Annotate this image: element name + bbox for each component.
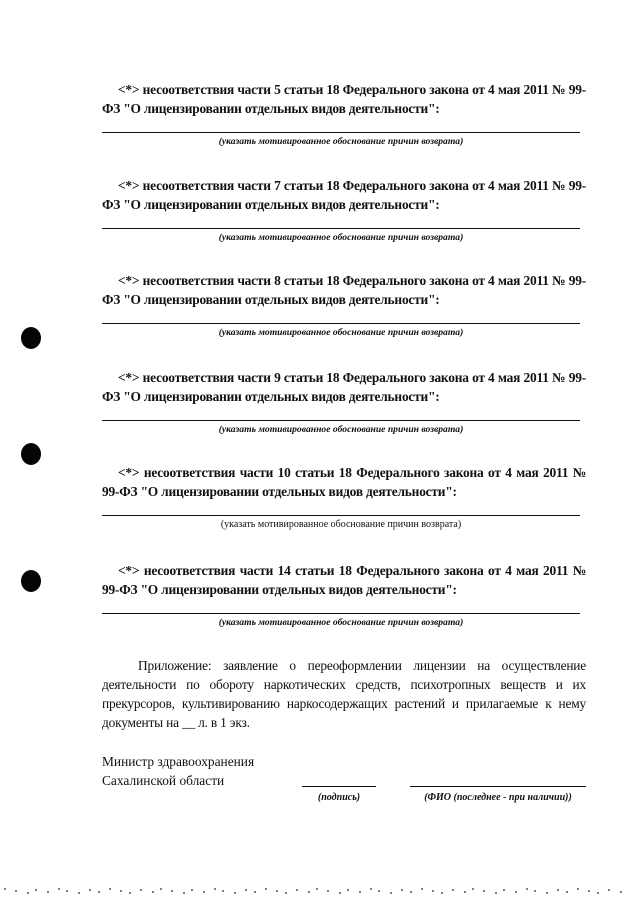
clause-text: <*> несоответствия части 5 статьи 18 Федерального закона от 4 мая 2011 № 99-ФЗ "О лицензировании отдельных видов деятельности": xyxy=(102,82,586,116)
scan-dot xyxy=(47,891,49,893)
name-caption: (ФИО (последнее - при наличии)) xyxy=(424,792,572,803)
fill-in-line xyxy=(102,613,580,614)
scan-artifact-strip xyxy=(0,888,634,896)
appendix-text: Приложение: заявление о переоформлении лицензии на осуществление деятельности по обороту наркотических средств, психотропных веществ и их прекурсоров, культивированию наркосодержащих растений и прилагаемые к нему документы на __ л. в 1 экз. xyxy=(102,658,586,730)
scan-dot xyxy=(276,890,278,892)
scan-dot xyxy=(620,891,622,893)
clause-block-part-14 xyxy=(102,561,586,628)
scan-dot xyxy=(370,888,372,890)
scan-dot xyxy=(214,888,216,890)
scan-dot xyxy=(285,892,287,894)
scan-dot xyxy=(296,889,298,891)
scan-dot xyxy=(66,890,68,892)
signature-caption: (подпись) xyxy=(317,792,361,803)
clause-block-part-7 xyxy=(102,176,586,243)
field-caption: (указать мотивированное обоснование причин возврата) xyxy=(218,232,464,243)
scan-dot xyxy=(254,891,256,893)
scan-dot xyxy=(27,892,29,894)
scan-dot xyxy=(483,890,485,892)
fill-in-line xyxy=(102,228,580,229)
clause-block-part-8 xyxy=(102,271,586,338)
field-caption: (указать мотивированное обоснование причин возврата) xyxy=(220,519,462,530)
field-caption: (указать мотивированное обоснование причин возврата) xyxy=(218,424,464,435)
fill-in-line xyxy=(102,420,580,421)
scan-dot xyxy=(597,892,599,894)
scan-dot xyxy=(588,890,590,892)
scan-dot xyxy=(472,888,474,890)
field-caption: (указать мотивированное обоснование причин возврата) xyxy=(218,617,464,628)
scan-dot xyxy=(35,889,37,891)
scan-dot xyxy=(577,888,579,890)
scan-dot xyxy=(421,888,423,890)
scan-dot xyxy=(109,888,111,890)
scan-dot xyxy=(171,890,173,892)
scan-dot xyxy=(160,888,162,890)
scan-dot xyxy=(120,890,122,892)
scan-dot xyxy=(401,889,403,891)
field-caption: (указать мотивированное обоснование причин возврата) xyxy=(218,136,464,147)
scan-dot xyxy=(183,892,185,894)
fill-in-line xyxy=(102,132,580,133)
clause-text: <*> несоответствия части 14 статьи 18 Федерального закона от 4 мая 2011 № 99-ФЗ "О лицензировании отдельных видов деятельности": xyxy=(102,563,586,597)
scan-dot xyxy=(129,892,131,894)
scan-dot xyxy=(152,891,154,893)
scan-dot xyxy=(534,890,536,892)
scan-dot xyxy=(316,888,318,890)
scan-dot xyxy=(308,891,310,893)
scan-dot xyxy=(347,889,349,891)
scan-dot xyxy=(452,889,454,891)
fill-in-line xyxy=(102,515,580,516)
signer-region: Сахалинской области xyxy=(102,773,225,788)
scan-dot xyxy=(441,892,443,894)
signer-position: Министр здравоохранения xyxy=(102,754,255,769)
scan-dot xyxy=(526,888,528,890)
clause-text: <*> несоответствия части 9 статьи 18 Федерального закона от 4 мая 2011 № 99-ФЗ "О лицензировании отдельных видов деятельности": xyxy=(102,370,586,404)
scan-dot xyxy=(557,889,559,891)
clause-block-part-9 xyxy=(102,368,586,435)
scan-dot xyxy=(58,888,60,890)
scan-dot xyxy=(265,888,267,890)
scan-dot xyxy=(566,891,568,893)
scan-dot xyxy=(608,889,610,891)
scan-dot xyxy=(222,890,224,892)
scan-dot xyxy=(191,889,193,891)
scan-dot xyxy=(4,888,6,890)
scan-dot xyxy=(245,889,247,891)
scan-dot xyxy=(359,891,361,893)
scan-dot xyxy=(546,892,548,894)
punch-hole-icon xyxy=(21,570,41,592)
scan-dot xyxy=(464,891,466,893)
signer-title xyxy=(102,752,254,790)
scan-dot xyxy=(495,892,497,894)
clause-block-part-10 xyxy=(102,463,586,530)
clause-text: <*> несоответствия части 7 статьи 18 Федерального закона от 4 мая 2011 № 99-ФЗ "О лицензировании отдельных видов деятельности": xyxy=(102,178,586,212)
scan-dot xyxy=(203,891,205,893)
scan-dot xyxy=(234,892,236,894)
scan-dot xyxy=(503,889,505,891)
field-caption: (указать мотивированное обоснование причин возврата) xyxy=(218,327,464,338)
clause-block-part-5 xyxy=(102,80,586,147)
clause-text: <*> несоответствия части 8 статьи 18 Федерального закона от 4 мая 2011 № 99-ФЗ "О лицензировании отдельных видов деятельности": xyxy=(102,273,586,307)
scan-dot xyxy=(98,891,100,893)
name-line xyxy=(410,786,586,787)
scan-dot xyxy=(140,889,142,891)
scan-dot xyxy=(339,892,341,894)
scan-dot xyxy=(432,890,434,892)
clause-text: <*> несоответствия части 10 статьи 18 Федерального закона от 4 мая 2011 № 99-ФЗ "О лицензировании отдельных видов деятельности": xyxy=(102,465,586,499)
scan-dot xyxy=(327,890,329,892)
fill-in-line xyxy=(102,323,580,324)
scan-dot xyxy=(89,889,91,891)
scan-dot xyxy=(15,890,17,892)
scan-dot xyxy=(515,891,517,893)
signature-line xyxy=(302,786,376,787)
punch-hole-icon xyxy=(21,327,41,349)
scan-dot xyxy=(390,892,392,894)
scan-dot xyxy=(78,892,80,894)
punch-hole-icon xyxy=(21,443,41,465)
scan-dot xyxy=(410,891,412,893)
scan-dot xyxy=(378,890,380,892)
